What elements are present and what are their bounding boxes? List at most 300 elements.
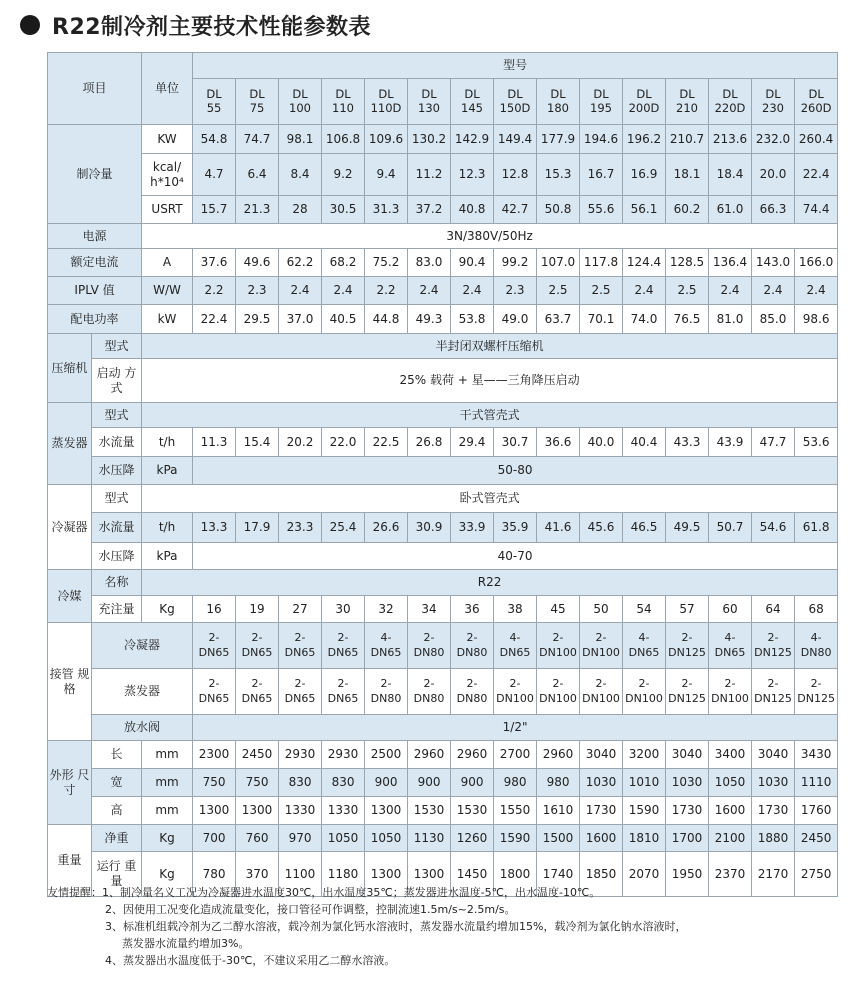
evaporator-type-value: 干式管壳式 bbox=[142, 403, 838, 428]
value-cell: 109.6 bbox=[365, 125, 408, 154]
value-cell: 23.3 bbox=[279, 513, 322, 543]
dimensions-label: 外形 尺寸 bbox=[48, 741, 92, 825]
value-cell: 63.7 bbox=[537, 305, 580, 334]
pipe-cell bbox=[322, 623, 365, 669]
value-cell: 2.4 bbox=[451, 277, 494, 305]
value-cell: 1030 bbox=[580, 769, 623, 797]
header-unit: 单位 bbox=[142, 53, 193, 125]
table-row bbox=[48, 359, 838, 403]
cell-line: 2- bbox=[294, 677, 306, 691]
sub-label: 水压降 bbox=[92, 543, 142, 570]
value-cell: 2170 bbox=[752, 852, 795, 897]
cell-line: 2- bbox=[423, 677, 435, 691]
cell-line: 2- bbox=[466, 677, 478, 691]
value-cell: 30 bbox=[322, 596, 365, 623]
pipe-cell bbox=[236, 623, 279, 669]
table-row bbox=[48, 196, 838, 224]
value-cell: 1850 bbox=[580, 852, 623, 897]
cell-line: DN65 bbox=[198, 645, 230, 659]
sub-label: 水流量 bbox=[92, 428, 142, 457]
value-cell: 40.5 bbox=[322, 305, 365, 334]
value-cell: 45 bbox=[537, 596, 580, 623]
sub-label: 名称 bbox=[92, 570, 142, 596]
cell-line: 260D bbox=[800, 100, 832, 115]
cell-line: DN100 bbox=[539, 691, 577, 705]
value-cell: 2960 bbox=[537, 741, 580, 769]
value-cell: 30.7 bbox=[494, 428, 537, 457]
value-cell: 1050 bbox=[709, 769, 752, 797]
cell-line: 2- bbox=[208, 631, 220, 645]
value-cell: 2100 bbox=[709, 825, 752, 852]
value-cell: 30.5 bbox=[322, 196, 365, 224]
value-cell: 2.3 bbox=[494, 277, 537, 305]
condenser-type-value: 卧式管壳式 bbox=[142, 485, 838, 513]
cell-line: DN65 bbox=[628, 645, 660, 659]
value-cell: 20.2 bbox=[279, 428, 322, 457]
value-cell: 2.5 bbox=[666, 277, 709, 305]
value-cell: 2960 bbox=[408, 741, 451, 769]
value-cell: 66.3 bbox=[752, 196, 795, 224]
cell-line: DL bbox=[808, 86, 824, 101]
value-cell: 9.4 bbox=[365, 154, 408, 196]
value-cell: 1010 bbox=[623, 769, 666, 797]
value-cell: 6.4 bbox=[236, 154, 279, 196]
power-supply-label: 电源 bbox=[48, 224, 142, 249]
value-cell: 1260 bbox=[451, 825, 494, 852]
pipe-cell bbox=[752, 623, 795, 669]
value-cell: 62.2 bbox=[279, 249, 322, 277]
power-supply-value: 3N/380V/50Hz bbox=[142, 224, 838, 249]
model-header bbox=[623, 79, 666, 125]
table-row bbox=[48, 305, 838, 334]
value-cell: 37.2 bbox=[408, 196, 451, 224]
value-cell: 124.4 bbox=[623, 249, 666, 277]
cell-line: DN125 bbox=[797, 691, 835, 705]
value-cell: 19 bbox=[236, 596, 279, 623]
cell-line: DN80 bbox=[370, 691, 402, 705]
value-cell: 760 bbox=[236, 825, 279, 852]
value-cell: 43.9 bbox=[709, 428, 752, 457]
value-cell: 260.4 bbox=[795, 125, 838, 154]
cell-line: 75 bbox=[249, 100, 265, 115]
model-header bbox=[322, 79, 365, 125]
value-cell: 55.6 bbox=[580, 196, 623, 224]
value-cell: 1590 bbox=[623, 797, 666, 825]
weight-label: 重量 bbox=[48, 825, 92, 897]
value-cell: 98.6 bbox=[795, 305, 838, 334]
value-cell: 1550 bbox=[494, 797, 537, 825]
drain-value: 1/2" bbox=[193, 715, 838, 741]
value-cell: 40.0 bbox=[580, 428, 623, 457]
value-cell: 1600 bbox=[709, 797, 752, 825]
table-row bbox=[48, 623, 838, 669]
evaporator-drop-value: 50-80 bbox=[193, 457, 838, 485]
refrigerant-label: 冷媒 bbox=[48, 570, 92, 623]
value-cell: 60 bbox=[709, 596, 752, 623]
cell-line: DN80 bbox=[800, 645, 832, 659]
value-cell: 830 bbox=[322, 769, 365, 797]
value-cell: 61.0 bbox=[709, 196, 752, 224]
unit-cell: t/h bbox=[142, 513, 193, 543]
value-cell: 136.4 bbox=[709, 249, 752, 277]
value-cell: 194.6 bbox=[580, 125, 623, 154]
value-cell: 99.2 bbox=[494, 249, 537, 277]
cell-line: DL bbox=[206, 86, 222, 101]
value-cell: 970 bbox=[279, 825, 322, 852]
value-cell: 49.3 bbox=[408, 305, 451, 334]
value-cell: 22.4 bbox=[795, 154, 838, 196]
value-cell: 2300 bbox=[193, 741, 236, 769]
value-cell: 22.4 bbox=[193, 305, 236, 334]
pipe-cell bbox=[580, 669, 623, 715]
table-row bbox=[48, 769, 838, 797]
sub-label: 型式 bbox=[92, 485, 142, 513]
value-cell: 36.6 bbox=[537, 428, 580, 457]
table-row bbox=[48, 277, 838, 305]
value-cell: 1050 bbox=[365, 825, 408, 852]
sub-label: 高 bbox=[92, 797, 142, 825]
value-cell: 68.2 bbox=[322, 249, 365, 277]
note-1: 友情提醒：1、制冷量名义工况为冷凝器进水温度30℃，出水温度35℃；蒸发器进水温度-5℃，出水温度-10℃。 bbox=[47, 886, 601, 899]
cell-line: DN80 bbox=[456, 691, 488, 705]
value-cell: 16 bbox=[193, 596, 236, 623]
value-cell: 2.4 bbox=[279, 277, 322, 305]
value-cell: 107.0 bbox=[537, 249, 580, 277]
value-cell: 1730 bbox=[752, 797, 795, 825]
pipe-cell bbox=[752, 669, 795, 715]
cell-line: DN100 bbox=[625, 691, 663, 705]
cell-line: DL bbox=[636, 86, 652, 101]
table-row bbox=[48, 457, 838, 485]
value-cell: 130.2 bbox=[408, 125, 451, 154]
value-cell: 49.5 bbox=[666, 513, 709, 543]
value-cell: 1600 bbox=[580, 825, 623, 852]
value-cell: 1330 bbox=[279, 797, 322, 825]
cell-line: DN100 bbox=[711, 691, 749, 705]
value-cell: 1530 bbox=[451, 797, 494, 825]
cell-line: DN125 bbox=[668, 645, 706, 659]
value-cell: 53.8 bbox=[451, 305, 494, 334]
unit-cell: Kg bbox=[142, 596, 193, 623]
value-cell: 750 bbox=[236, 769, 279, 797]
value-cell: 8.4 bbox=[279, 154, 322, 196]
value-cell: 1300 bbox=[365, 852, 408, 897]
cell-line: DN65 bbox=[241, 691, 273, 705]
table-row bbox=[48, 596, 838, 623]
cell-line: DN65 bbox=[284, 691, 316, 705]
value-cell: 49.6 bbox=[236, 249, 279, 277]
model-header bbox=[537, 79, 580, 125]
power-label: 配电功率 bbox=[48, 305, 142, 334]
cell-line: DL bbox=[765, 86, 781, 101]
value-cell: 1530 bbox=[408, 797, 451, 825]
table-row bbox=[48, 825, 838, 852]
pipe-cell bbox=[365, 623, 408, 669]
sub-label: 运行 重量 bbox=[92, 852, 142, 897]
model-header bbox=[752, 79, 795, 125]
sub-label: 净重 bbox=[92, 825, 142, 852]
cell-line: DN125 bbox=[668, 691, 706, 705]
value-cell: 20.0 bbox=[752, 154, 795, 196]
value-cell: 26.8 bbox=[408, 428, 451, 457]
cell-line: DN125 bbox=[754, 645, 792, 659]
value-cell: 1500 bbox=[537, 825, 580, 852]
value-cell: 16.9 bbox=[623, 154, 666, 196]
value-cell: 54.8 bbox=[193, 125, 236, 154]
value-cell: 46.5 bbox=[623, 513, 666, 543]
value-cell: 1300 bbox=[408, 852, 451, 897]
cell-line: DL bbox=[292, 86, 308, 101]
cell-line: 2- bbox=[595, 631, 607, 645]
table-row bbox=[48, 741, 838, 769]
sub-label: 冷凝器 bbox=[92, 623, 193, 669]
value-cell: 12.8 bbox=[494, 154, 537, 196]
value-cell: 34 bbox=[408, 596, 451, 623]
value-cell: 37.6 bbox=[193, 249, 236, 277]
pipe-cell bbox=[494, 623, 537, 669]
value-cell: 11.2 bbox=[408, 154, 451, 196]
model-header bbox=[580, 79, 623, 125]
value-cell: 1800 bbox=[494, 852, 537, 897]
value-cell: 177.9 bbox=[537, 125, 580, 154]
cell-line: 2- bbox=[208, 677, 220, 691]
table-row bbox=[48, 669, 838, 715]
pipe-cell bbox=[666, 623, 709, 669]
cell-line: 2- bbox=[638, 677, 650, 691]
value-cell: 1700 bbox=[666, 825, 709, 852]
value-cell: 15.7 bbox=[193, 196, 236, 224]
pipe-cell bbox=[580, 623, 623, 669]
value-cell: 50.7 bbox=[709, 513, 752, 543]
table-row bbox=[48, 715, 838, 741]
value-cell: 16.7 bbox=[580, 154, 623, 196]
pipe-cell bbox=[236, 669, 279, 715]
cell-line: 2- bbox=[251, 631, 263, 645]
cell-line: DN65 bbox=[714, 645, 746, 659]
value-cell: 54.6 bbox=[752, 513, 795, 543]
value-cell: 2450 bbox=[795, 825, 838, 852]
value-cell: 4.7 bbox=[193, 154, 236, 196]
header-item: 项目 bbox=[48, 53, 142, 125]
value-cell: 31.3 bbox=[365, 196, 408, 224]
value-cell: 15.4 bbox=[236, 428, 279, 457]
pipe-cell bbox=[494, 669, 537, 715]
value-cell: 3430 bbox=[795, 741, 838, 769]
value-cell: 1740 bbox=[537, 852, 580, 897]
model-header bbox=[236, 79, 279, 125]
value-cell: 56.1 bbox=[623, 196, 666, 224]
value-cell: 1810 bbox=[623, 825, 666, 852]
model-header bbox=[408, 79, 451, 125]
value-cell: 2.2 bbox=[365, 277, 408, 305]
value-cell: 830 bbox=[279, 769, 322, 797]
value-cell: 1950 bbox=[666, 852, 709, 897]
value-cell: 40.4 bbox=[623, 428, 666, 457]
evaporator-label: 蒸发器 bbox=[48, 403, 92, 485]
pipe-cell bbox=[193, 623, 236, 669]
value-cell: 2.3 bbox=[236, 277, 279, 305]
page-title: R22制冷剂主要技术性能参数表 bbox=[52, 14, 372, 40]
model-header bbox=[279, 79, 322, 125]
cell-line: 2- bbox=[552, 677, 564, 691]
cell-line: 210 bbox=[676, 100, 698, 115]
cell-line: 2- bbox=[767, 631, 779, 645]
cell-line: 4- bbox=[380, 631, 392, 645]
unit-cell: mm bbox=[142, 769, 193, 797]
value-cell: 54 bbox=[623, 596, 666, 623]
cell-line: 2- bbox=[810, 677, 822, 691]
cell-line: 2- bbox=[595, 677, 607, 691]
value-cell: 1880 bbox=[752, 825, 795, 852]
value-cell: 1110 bbox=[795, 769, 838, 797]
value-cell: 45.6 bbox=[580, 513, 623, 543]
refrigerant-name-value: R22 bbox=[142, 570, 838, 596]
cell-line: 110 bbox=[332, 100, 354, 115]
value-cell: 3040 bbox=[580, 741, 623, 769]
note-3: 3、标准机组载冷剂为乙二醇水溶液，载冷剂为氯化钙水溶液时，蒸发器水流量约增加15%，载冷剂为氯化钠水溶液时， bbox=[105, 920, 687, 933]
value-cell: 2070 bbox=[623, 852, 666, 897]
value-cell: 1730 bbox=[580, 797, 623, 825]
piping-label: 接管 规格 bbox=[48, 623, 92, 741]
value-cell: 26.6 bbox=[365, 513, 408, 543]
cell-line: 195 bbox=[590, 100, 612, 115]
table-row bbox=[48, 224, 838, 249]
value-cell: 41.6 bbox=[537, 513, 580, 543]
value-cell: 2.4 bbox=[709, 277, 752, 305]
cell-line: 2- bbox=[509, 677, 521, 691]
cell-line: 2- bbox=[251, 677, 263, 691]
cell-line: DN100 bbox=[539, 645, 577, 659]
value-cell: 74.7 bbox=[236, 125, 279, 154]
unit-cell: mm bbox=[142, 797, 193, 825]
cell-line: DN65 bbox=[327, 645, 359, 659]
value-cell: 1760 bbox=[795, 797, 838, 825]
cell-line: 4- bbox=[638, 631, 650, 645]
pipe-cell bbox=[451, 669, 494, 715]
cell-line: 230 bbox=[762, 100, 784, 115]
cell-line: 220D bbox=[714, 100, 746, 115]
pipe-cell bbox=[623, 623, 666, 669]
value-cell: 2.4 bbox=[795, 277, 838, 305]
cell-line: DL bbox=[464, 86, 480, 101]
value-cell: 40.8 bbox=[451, 196, 494, 224]
spec-table bbox=[47, 52, 838, 897]
cell-line: DL bbox=[249, 86, 265, 101]
sub-label: 型式 bbox=[92, 334, 142, 359]
value-cell: 21.3 bbox=[236, 196, 279, 224]
value-cell: 27 bbox=[279, 596, 322, 623]
cell-line: DL bbox=[335, 86, 351, 101]
pipe-cell bbox=[279, 669, 322, 715]
bullet-icon bbox=[20, 15, 40, 35]
page-title-bar bbox=[20, 6, 371, 44]
footnotes bbox=[47, 884, 847, 969]
value-cell: 44.8 bbox=[365, 305, 408, 334]
cell-line: DN100 bbox=[582, 691, 620, 705]
value-cell: 149.4 bbox=[494, 125, 537, 154]
value-cell: 30.9 bbox=[408, 513, 451, 543]
value-cell: 106.8 bbox=[322, 125, 365, 154]
pipe-cell bbox=[795, 669, 838, 715]
sub-label: 宽 bbox=[92, 769, 142, 797]
table-row bbox=[48, 797, 838, 825]
table-row bbox=[48, 125, 838, 154]
model-header bbox=[795, 79, 838, 125]
value-cell: 232.0 bbox=[752, 125, 795, 154]
cooling-label: 制冷量 bbox=[48, 125, 142, 224]
cell-line: DL bbox=[722, 86, 738, 101]
iplv-label: IPLV 值 bbox=[48, 277, 142, 305]
cell-line: 150D bbox=[499, 100, 531, 115]
table-row bbox=[48, 543, 838, 570]
unit-cell: t/h bbox=[142, 428, 193, 457]
value-cell: 750 bbox=[193, 769, 236, 797]
unit-cell: kW bbox=[142, 305, 193, 334]
table-row bbox=[48, 485, 838, 513]
pipe-cell bbox=[408, 669, 451, 715]
value-cell: 2930 bbox=[322, 741, 365, 769]
value-cell: 143.0 bbox=[752, 249, 795, 277]
unit-cell: Kg bbox=[142, 852, 193, 897]
value-cell: 213.6 bbox=[709, 125, 752, 154]
cell-line: DN125 bbox=[754, 691, 792, 705]
unit-cell: A bbox=[142, 249, 193, 277]
condenser-drop-value: 40-70 bbox=[193, 543, 838, 570]
value-cell: 3200 bbox=[623, 741, 666, 769]
cell-line: 2- bbox=[294, 631, 306, 645]
sub-label: 蒸发器 bbox=[92, 669, 193, 715]
cell-line: 2- bbox=[681, 677, 693, 691]
value-cell: 29.4 bbox=[451, 428, 494, 457]
model-header bbox=[193, 79, 236, 125]
value-cell: 68 bbox=[795, 596, 838, 623]
value-cell: 1300 bbox=[193, 797, 236, 825]
cell-line: 145 bbox=[461, 100, 483, 115]
cell-line: 100 bbox=[289, 100, 311, 115]
value-cell: 1100 bbox=[279, 852, 322, 897]
value-cell: 22.5 bbox=[365, 428, 408, 457]
cell-line: DN80 bbox=[413, 645, 445, 659]
value-cell: 1130 bbox=[408, 825, 451, 852]
pipe-cell bbox=[408, 623, 451, 669]
value-cell: 210.7 bbox=[666, 125, 709, 154]
table-row bbox=[48, 428, 838, 457]
value-cell: 1730 bbox=[666, 797, 709, 825]
cell-line: DL bbox=[421, 86, 437, 101]
value-cell: 2450 bbox=[236, 741, 279, 769]
cell-line: DL bbox=[378, 86, 394, 101]
cell-line: 2- bbox=[337, 631, 349, 645]
value-cell: 2370 bbox=[709, 852, 752, 897]
unit-cell: kPa bbox=[142, 543, 193, 570]
value-cell: 900 bbox=[408, 769, 451, 797]
value-cell: 43.3 bbox=[666, 428, 709, 457]
pipe-cell bbox=[279, 623, 322, 669]
unit-cell: kPa bbox=[142, 457, 193, 485]
value-cell: 117.8 bbox=[580, 249, 623, 277]
compressor-start-value: 25% 载荷 + 星——三角降压启动 bbox=[142, 359, 838, 403]
cell-line: 2- bbox=[767, 677, 779, 691]
sub-label: 长 bbox=[92, 741, 142, 769]
cell-line: DL bbox=[679, 86, 695, 101]
table-row bbox=[48, 334, 838, 359]
value-cell: 29.5 bbox=[236, 305, 279, 334]
sub-label: 启动 方式 bbox=[92, 359, 142, 403]
pipe-cell bbox=[365, 669, 408, 715]
cell-line: 4- bbox=[724, 631, 736, 645]
value-cell: 900 bbox=[451, 769, 494, 797]
unit-cell: Kg bbox=[142, 825, 193, 852]
